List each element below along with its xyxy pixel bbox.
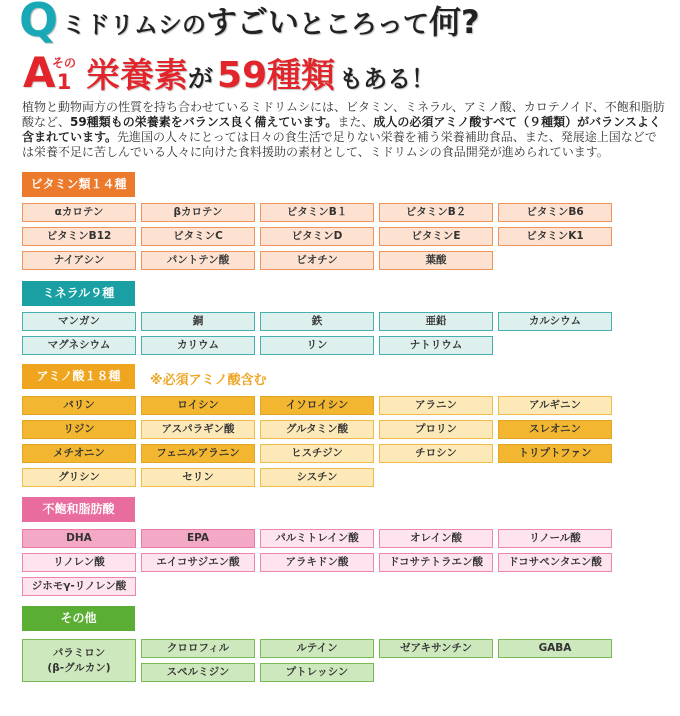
- nutrient-item: シスチン: [260, 468, 374, 487]
- nutrient-item: トリプトファン: [498, 444, 612, 463]
- nutrient-item: オレイン酸: [379, 529, 493, 548]
- nutrient-item: クロロフィル: [141, 639, 255, 658]
- nutrient-item: グルタミン酸: [260, 420, 374, 439]
- nutrient-item: リジン: [22, 420, 136, 439]
- nutrient-item: ビタミンK1: [498, 227, 612, 246]
- headline-part-4: 何?: [429, 3, 480, 41]
- nutrient-item: スペルミジン: [141, 663, 255, 682]
- intro-text-3: 先進国の人々にとっては日々の食生活で足りない栄養を補う栄養補助食品、また、発展途上国などでは栄養不足に苦しんでいる人々に向けた食料援助の素材として、ミドリムシの食品開発が進められています。: [22, 130, 657, 159]
- intro-bold-1: 59種類もの栄養素をバランス良く備えています。: [70, 115, 338, 129]
- nutrient-item: パントテン酸: [141, 251, 255, 270]
- amino-acids-header: アミノ酸１８種: [22, 364, 135, 389]
- nutrient-item: βカロテン: [141, 203, 255, 222]
- nutrient-item: チロシン: [379, 444, 493, 463]
- nutrient-item: ビタミンE: [379, 227, 493, 246]
- nutrient-item: エイコサジエン酸: [141, 553, 255, 572]
- answer-number-badge: [50, 57, 78, 93]
- nutrient-item: EPA: [141, 529, 255, 548]
- nutrient-subname: (β-グルカン): [47, 661, 111, 674]
- intro-text-1: 植物と動物両方の性質を持ち合わせているミドリムシには、ビタミン、ミネラル、アミノ酸、カロテノイド、不飽和脂肪酸など、: [22, 100, 665, 129]
- nutrient-item: ジホモγ-リノレン酸: [22, 577, 136, 596]
- nutrient-item: [22, 639, 136, 682]
- answer-part-2: が: [188, 64, 214, 93]
- intro-bold-2: 成人の必須アミノ酸すべて（９種類）がバランスよく含まれています。: [22, 115, 661, 144]
- nutrient-item: プトレッシン: [260, 663, 374, 682]
- amino-acids-section: [22, 364, 622, 483]
- other-header: その他: [22, 606, 135, 631]
- nutrient-item: ナイアシン: [22, 251, 136, 270]
- answer-a-letter: A: [23, 48, 56, 97]
- nutrient-item: 葉酸: [379, 251, 493, 270]
- nutrient-item: GABA: [498, 639, 612, 658]
- headline-part-1: ミドリムシの: [62, 11, 206, 39]
- vitamins-header: ビタミン類１４種: [22, 172, 135, 197]
- unsaturated-fatty-acids-grid: [22, 529, 612, 596]
- nutrient-item: メチオニン: [22, 444, 136, 463]
- nutrient-item: スレオニン: [498, 420, 612, 439]
- answer-part-1: 栄養素: [86, 56, 188, 96]
- nutrient-item: マンガン: [22, 312, 136, 331]
- vitamins-grid: [22, 203, 612, 270]
- nutrient-item: ビタミンC: [141, 227, 255, 246]
- nutrient-item: リン: [260, 336, 374, 355]
- nutrient-item: カリウム: [141, 336, 255, 355]
- other-section: [22, 606, 622, 716]
- headline-part-2: すごい: [206, 5, 299, 41]
- vitamins-section: [22, 172, 622, 282]
- nutrient-item: ビタミンB12: [22, 227, 136, 246]
- nutrient-item: アルギニン: [498, 396, 612, 415]
- question-q-letter: Q: [19, 0, 59, 47]
- answer-count-number: 59: [217, 55, 268, 96]
- answer-number: 1: [56, 70, 72, 94]
- nutrient-item: ゼアキサンチン: [379, 639, 493, 658]
- nutrient-item: プロリン: [379, 420, 493, 439]
- nutrient-item: フェニルアラニン: [141, 444, 255, 463]
- nutrient-item: 鉄: [260, 312, 374, 331]
- intro-paragraph: [22, 100, 668, 160]
- nutrient-item: ナトリウム: [379, 336, 493, 355]
- nutrient-item: アラニン: [379, 396, 493, 415]
- nutrient-item: セリン: [141, 468, 255, 487]
- nutrient-item: アラキドン酸: [260, 553, 374, 572]
- nutrient-item: ルテイン: [260, 639, 374, 658]
- nutrient-name: パラミロン: [52, 646, 106, 659]
- nutrient-item: カルシウム: [498, 312, 612, 331]
- unsaturated-fatty-acids-header: 不飽和脂肪酸: [22, 497, 135, 522]
- nutrient-item: ドコサテトラエン酸: [379, 553, 493, 572]
- answer-sono-label: その: [51, 56, 76, 70]
- nutrient-item: ロイシン: [141, 396, 255, 415]
- nutrient-item: αカロテン: [22, 203, 136, 222]
- nutrient-item: ビタミンB１: [260, 203, 374, 222]
- nutrient-item: パルミトレイン酸: [260, 529, 374, 548]
- nutrient-item: ドコサペンタエン酸: [498, 553, 612, 572]
- nutrient-item: リノール酸: [498, 529, 612, 548]
- nutrient-item: マグネシウム: [22, 336, 136, 355]
- amino-acids-grid: [22, 396, 612, 487]
- nutrient-item: リノレン酸: [22, 553, 136, 572]
- headline-part-3: ところって: [299, 10, 430, 40]
- answer-count-word: 種類: [267, 56, 336, 96]
- nutrient-item: ビタミンD: [260, 227, 374, 246]
- essential-amino-note: ※必須アミノ酸含む: [150, 373, 267, 388]
- nutrient-item: 銅: [141, 312, 255, 331]
- nutrient-item: ビタミンB２: [379, 203, 493, 222]
- answer-part-4: もある！: [339, 65, 436, 93]
- question-headline: [62, 3, 480, 41]
- nutrient-item: ビタミンB6: [498, 203, 612, 222]
- intro-text-2: また、: [337, 115, 374, 129]
- nutrient-item: アスパラギン酸: [141, 420, 255, 439]
- nutrient-item: イソロイシン: [260, 396, 374, 415]
- nutrient-item: DHA: [22, 529, 136, 548]
- nutrient-item: バリン: [22, 396, 136, 415]
- minerals-header: ミネラル９種: [22, 281, 135, 306]
- other-grid: [22, 639, 612, 682]
- nutrient-item: グリシン: [22, 468, 136, 487]
- nutrient-item: ヒスチジン: [260, 444, 374, 463]
- unsaturated-fatty-acids-section: [22, 497, 622, 607]
- minerals-grid: [22, 312, 612, 355]
- nutrient-item: 亜鉛: [379, 312, 493, 331]
- nutrient-item: ビオチン: [260, 251, 374, 270]
- answer-headline: [86, 55, 436, 96]
